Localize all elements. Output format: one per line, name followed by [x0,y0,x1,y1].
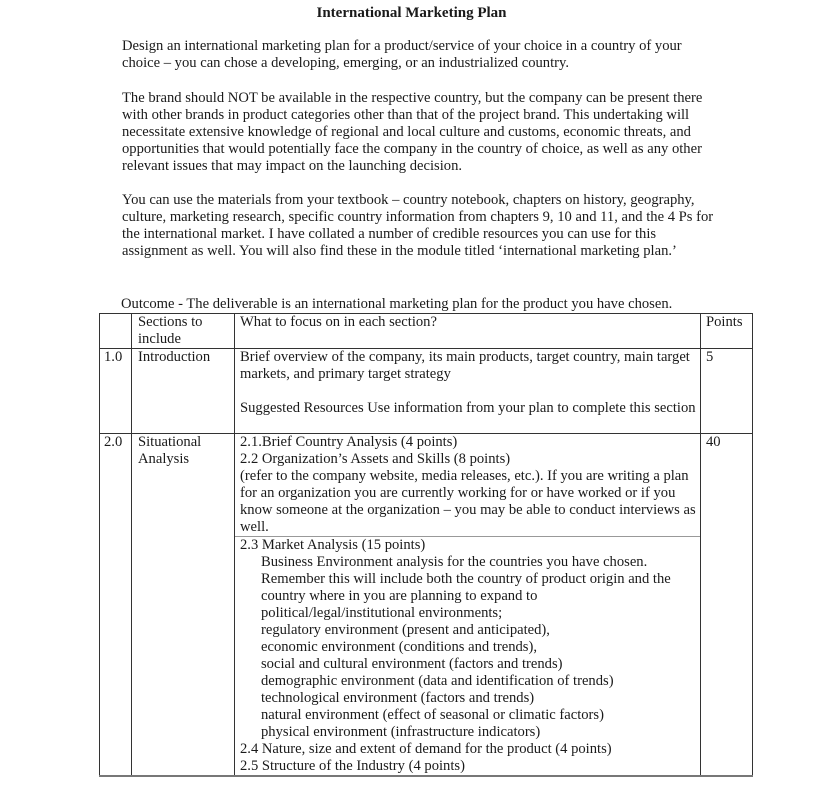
header-number [100,314,132,349]
table-header-row [100,314,753,349]
item-2-1: 2.1.Brief Country Analysis (4 points) [240,434,458,450]
row-section: Situational Analysis [132,434,235,777]
market-line: technological environment (factors and trends) [261,690,535,706]
item-2-4: 2.4 Nature, size and extent of demand for the product (4 points) [240,741,612,757]
suggested-resources-text: Suggested Resources Use information from your plan to complete this section [240,400,696,416]
resources-paragraph: You can use the materials from your textbook – country notebook, chapters on history, geography, culture, marketing research, specific country information from chapters 9, 10 and 11, and the 4 Ps for the international market. I have collated a number of credible resources you can use for this assignment as well. You will also find these in the module titled ‘international marketing plan.’ [122,192,714,259]
outcome-statement: Outcome - The deliverable is an international marketing plan for the product you have chosen. [121,296,673,312]
item-2-2-detail: (refer to the company website, media releases, etc.). If you are writing a plan for an organization you are currently working for or have worked or if you know someone at the organization – you may be able to conduct interviews as well. [240,468,696,535]
item-2-5: 2.5 Structure of the Industry (4 points) [240,758,465,774]
header-points: Points [701,314,753,349]
market-line: political/legal/institutional environments; [261,605,503,621]
market-line: natural environment (effect of seasonal or climatic factors) [261,707,604,723]
row-focus [235,349,701,434]
marketing-plan-table [99,313,753,777]
table-row-introduction [100,349,753,434]
intro-paragraph: Design an international marketing plan for a product/service of your choice in a country of your choice – you can chose a developing, emerging, or an industrialized country. [122,38,682,71]
focus-text: Brief overview of the company, its main products, target country, main target markets, and primary target strategy [240,349,690,382]
item-2-2: 2.2 Organization’s Assets and Skills (8 points) [240,451,511,467]
market-analysis-block [234,536,701,741]
document-title: International Marketing Plan [316,5,507,21]
market-line: economic environment (conditions and trends), [261,639,537,655]
row-points: 40 [701,434,753,777]
market-line: Business Environment analysis for the countries you have chosen. [261,554,648,570]
item-2-3: 2.3 Market Analysis (15 points) [240,537,426,553]
header-sections: Sections to include [132,314,235,349]
header-focus: What to focus on in each section? [235,314,701,349]
market-line: regulatory environment (present and anticipated), [261,622,550,638]
row-focus [235,434,701,777]
table-row-situational-analysis [100,434,753,777]
row-number: 2.0 [100,434,132,777]
market-line: Remember this will include both the country of product origin and the country where in you are planning to expand to [261,571,671,604]
spacer [240,383,696,400]
brand-requirement-paragraph: The brand should NOT be available in the respective country, but the company can be present there with other brands in product categories other than that of the project brand. This undertaking will necessitate extensive knowledge of regional and local culture and customs, economic threats, and opportunities that would potentially face the company in the country of choice, as well as any other relevant issues that may impact on the launching decision. [122,90,703,174]
market-line: physical environment (infrastructure indicators) [261,724,541,740]
row-section: Introduction [132,349,235,434]
market-line: demographic environment (data and identification of trends) [261,673,614,689]
row-number: 1.0 [100,349,132,434]
market-line: social and cultural environment (factors and trends) [261,656,563,672]
row-points: 5 [701,349,753,434]
